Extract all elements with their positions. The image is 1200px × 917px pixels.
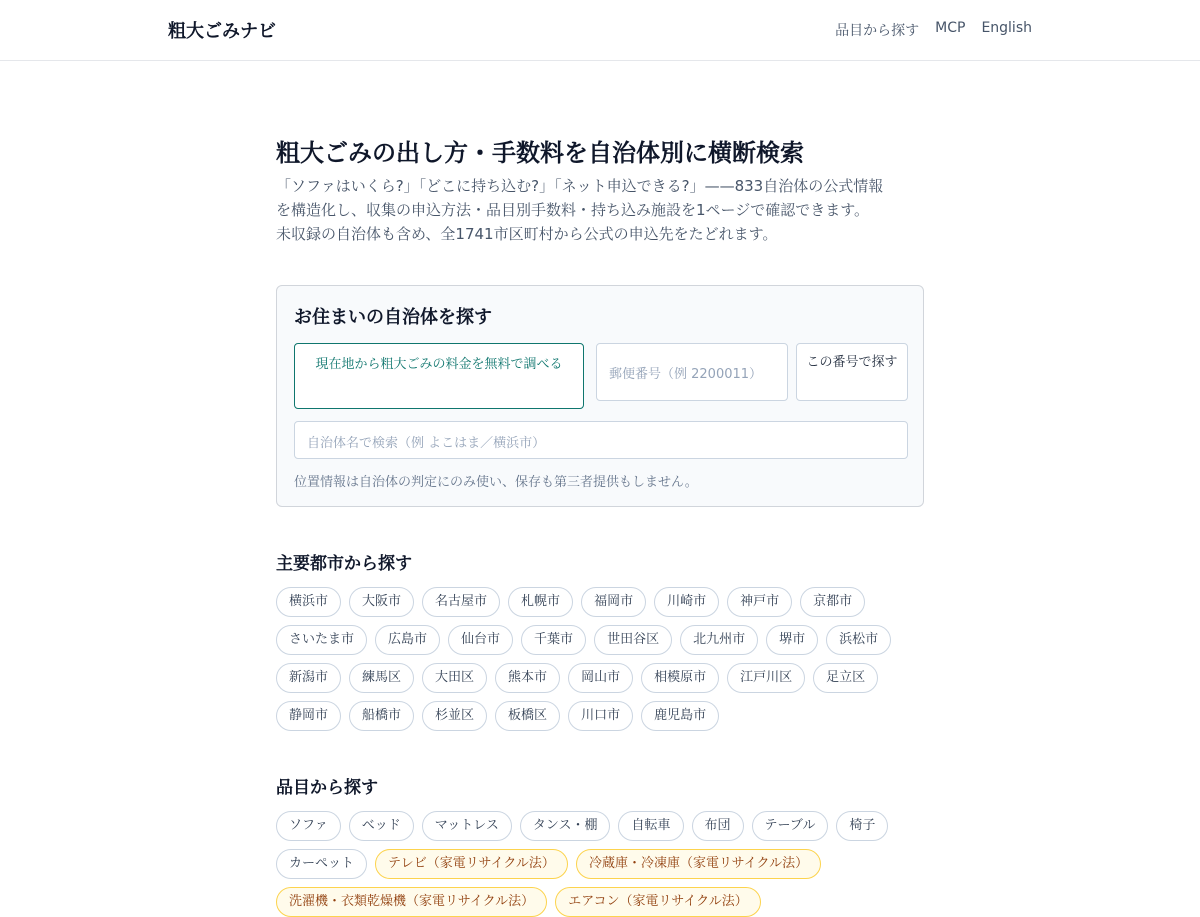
city-chip[interactable]: 板橋区 <box>495 701 560 731</box>
nav-link-english[interactable]: English <box>981 20 1032 36</box>
intro-text <box>276 174 924 246</box>
city-chip[interactable]: 世田谷区 <box>594 625 672 655</box>
city-chip[interactable]: 岡山市 <box>568 663 633 693</box>
city-chip[interactable]: 京都市 <box>800 587 865 617</box>
city-chip[interactable]: 堺市 <box>766 625 818 655</box>
city-chip[interactable]: 新潟市 <box>276 663 341 693</box>
appliance-recycling-chip[interactable]: 冷蔵庫・冷凍庫（家電リサイクル法） <box>576 849 821 879</box>
city-chip[interactable]: 足立区 <box>813 663 878 693</box>
appliance-recycling-chip[interactable]: テレビ（家電リサイクル法） <box>375 849 568 879</box>
city-chip[interactable]: 練馬区 <box>349 663 414 693</box>
item-chip[interactable]: マットレス <box>422 811 512 841</box>
item-chip[interactable]: テーブル <box>752 811 829 841</box>
postal-search-button[interactable]: この番号で探す <box>796 343 908 401</box>
city-chip[interactable]: 横浜市 <box>276 587 341 617</box>
city-chip[interactable]: 江戸川区 <box>727 663 805 693</box>
city-chip[interactable]: 川口市 <box>568 701 633 731</box>
city-chip[interactable]: 川崎市 <box>654 587 719 617</box>
city-chip[interactable]: 熊本市 <box>495 663 560 693</box>
site-logo[interactable]: 粗大ごみナビ <box>168 21 276 42</box>
postal-code-input[interactable]: 郵便番号（例 2200011） <box>596 343 788 401</box>
major-cities-heading: 主要都市から探す <box>276 554 412 574</box>
items-heading: 品目から探す <box>276 778 378 798</box>
city-chip-list <box>276 587 936 731</box>
nav-link-mcp[interactable]: MCP <box>935 20 966 36</box>
top-nav-bar <box>0 0 1200 61</box>
page-title: 粗大ごみの出し方・手数料を自治体別に横断検索 <box>276 138 804 167</box>
intro-line: 「ソファはいくら?」「どこに持ち込む?」「ネット申込できる?」——833自治体の公式情報 <box>276 177 884 195</box>
city-chip[interactable]: 杉並区 <box>422 701 487 731</box>
item-chip[interactable]: タンス・棚 <box>520 811 611 841</box>
intro-line: 未収録の自治体も含め、全1741市区町村から公式の申込先をたどれます。 <box>276 225 778 243</box>
geolocation-button[interactable]: 現在地から粗大ごみの料金を無料で調べる <box>294 343 584 409</box>
city-chip[interactable]: 仙台市 <box>448 625 513 655</box>
city-chip[interactable]: 相模原市 <box>641 663 719 693</box>
item-chip-list <box>276 811 936 917</box>
appliance-recycling-chip[interactable]: エアコン（家電リサイクル法） <box>555 887 761 917</box>
city-chip[interactable]: 北九州市 <box>680 625 758 655</box>
item-chip[interactable]: ソファ <box>276 811 341 841</box>
municipality-search-card <box>276 285 924 507</box>
city-chip[interactable]: 浜松市 <box>826 625 891 655</box>
city-chip[interactable]: 船橋市 <box>349 701 414 731</box>
item-chip[interactable]: カーペット <box>276 849 367 879</box>
item-chip[interactable]: 布団 <box>692 811 744 841</box>
city-chip[interactable]: 広島市 <box>375 625 440 655</box>
city-chip[interactable]: 名古屋市 <box>422 587 500 617</box>
nav-link-search-by-item[interactable]: 品目から探す <box>835 23 920 39</box>
header-nav <box>835 20 1032 40</box>
appliance-recycling-chip[interactable]: 洗濯機・衣類乾燥機（家電リサイクル法） <box>276 887 547 917</box>
item-chip[interactable]: 椅子 <box>836 811 888 841</box>
intro-line: を構造化し、収集の申込方法・品目別手数料・持ち込み施設を1ページで確認できます。 <box>276 201 870 219</box>
city-chip[interactable]: 札幌市 <box>508 587 573 617</box>
city-chip[interactable]: 神戸市 <box>727 587 792 617</box>
city-chip[interactable]: 大田区 <box>422 663 487 693</box>
city-chip[interactable]: 静岡市 <box>276 701 341 731</box>
privacy-note: 位置情報は自治体の判定にのみ使い、保存も第三者提供もしません。 <box>294 475 698 490</box>
item-chip[interactable]: 自転車 <box>618 811 683 841</box>
city-chip[interactable]: 大阪市 <box>349 587 414 617</box>
municipality-name-search-input[interactable]: 自治体名で検索（例 よこはま／横浜市） <box>294 421 908 459</box>
city-chip[interactable]: 千葉市 <box>521 625 586 655</box>
item-chip[interactable]: ベッド <box>349 811 414 841</box>
city-chip[interactable]: 鹿児島市 <box>641 701 719 731</box>
search-card-title: お住まいの自治体を探す <box>294 307 492 328</box>
city-chip[interactable]: さいたま市 <box>276 625 367 655</box>
city-chip[interactable]: 福岡市 <box>581 587 646 617</box>
